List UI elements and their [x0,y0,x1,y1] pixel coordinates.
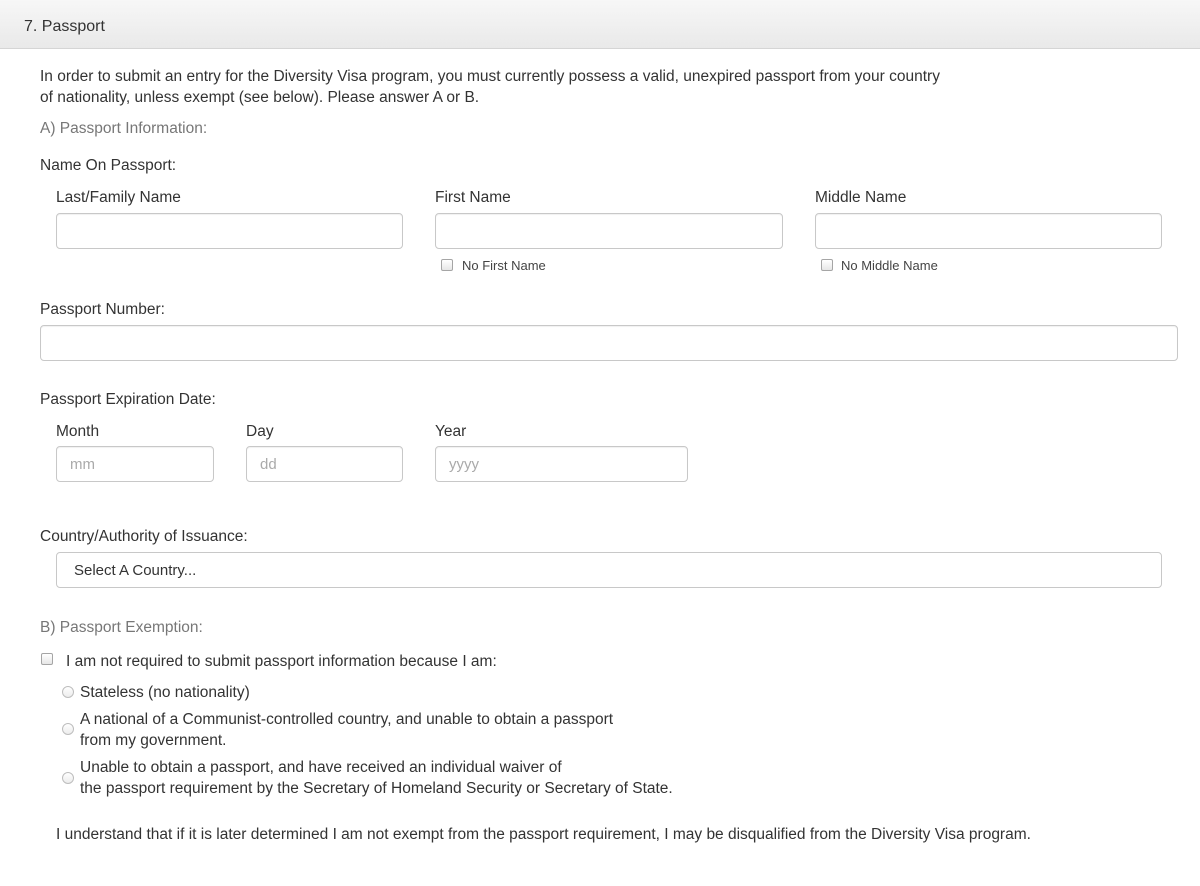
no-middle-name-checkbox[interactable] [821,259,833,271]
no-first-name-label: No First Name [462,258,546,273]
radio-stateless[interactable] [62,686,74,698]
passport-number-label: Passport Number: [40,301,165,318]
month-input[interactable] [56,446,214,482]
last-name-label: Last/Family Name [56,189,181,206]
country-select-value: Select A Country... [74,562,197,579]
disclaimer-text: I understand that if it is later determined I am not exempt from the passport requirement, I may be disqualified from the Diversity Visa program. [56,826,1031,843]
passport-number-input[interactable] [40,325,1178,361]
month-label: Month [56,423,100,440]
option-line: the passport requirement by the Secretary of Homeland Security or Secretary of State. [80,780,673,797]
exemption-checkbox-label: I am not required to submit passport information because I am: [66,653,497,670]
section-header [0,0,1200,49]
middle-name-label: Middle Name [815,189,907,206]
no-middle-name-label: No Middle Name [841,258,938,273]
option-line: Stateless (no nationality) [80,684,250,701]
country-select[interactable] [56,552,1162,588]
option-line: Unable to obtain a passport, and have received an individual waiver of [80,759,562,776]
option-stateless-label [80,682,250,703]
year-input[interactable] [435,446,688,482]
section-a-heading: A) Passport Information: [40,120,208,137]
name-on-passport-label: Name On Passport: [40,157,177,174]
last-name-input[interactable] [56,213,403,249]
first-name-label: First Name [435,189,511,206]
country-label: Country/Authority of Issuance: [40,528,248,545]
day-label: Day [246,423,274,440]
chevron-down-icon [1139,567,1147,572]
option-communist-national-label [80,709,613,751]
exemption-checkbox[interactable] [41,653,53,665]
section-title: 7. Passport [24,18,105,35]
option-waiver-label [80,757,673,799]
option-line: A national of a Communist-controlled country, and unable to obtain a passport [80,711,614,728]
intro-text: In order to submit an entry for the Diversity Visa program, you must currently possess a valid, unexpired passport from your country of nationality, unless exempt (see below). Please answer A or B. [40,68,940,106]
section-b-heading: B) Passport Exemption: [40,619,203,636]
no-first-name-checkbox[interactable] [441,259,453,271]
year-label: Year [435,423,467,440]
radio-communist-national[interactable] [62,723,74,735]
first-name-input[interactable] [435,213,783,249]
expiration-date-label: Passport Expiration Date: [40,391,216,408]
day-input[interactable] [246,446,403,482]
option-line: from my government. [80,732,227,749]
radio-waiver[interactable] [62,772,74,784]
middle-name-input[interactable] [815,213,1162,249]
